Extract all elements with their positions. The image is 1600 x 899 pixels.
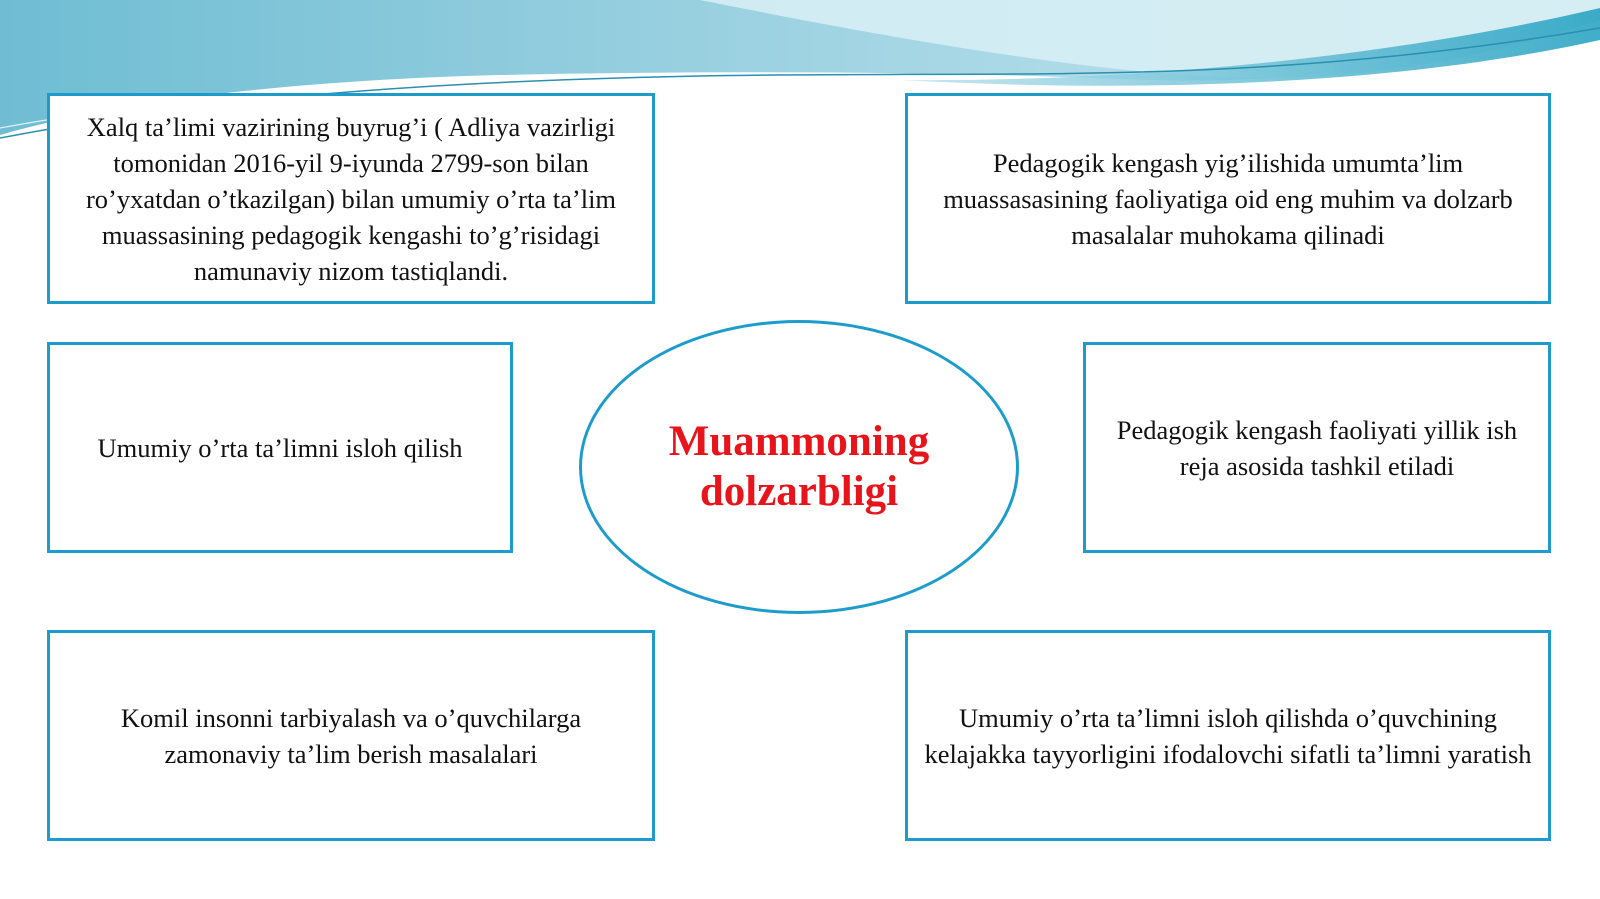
center-ellipse	[579, 320, 1019, 614]
box-bottom-left-text: Komil insonni tarbiyalash va o’quvchilarga zamonaviy ta’lim berish masalalari	[120, 702, 582, 769]
box-middle-left-text: Umumiy o’rta ta’limni isloh qilish	[97, 432, 463, 463]
box-middle-left	[47, 342, 513, 553]
box-top-right-text: Pedagogik kengash yig’ilishida umumta’lim muassasasining faoliyatiga oid eng muhim va dolzarb masalalar muhokama qilinadi	[943, 147, 1513, 250]
box-bottom-left	[47, 630, 655, 841]
box-bottom-right-text: Umumiy o’rta ta’limni isloh qilishda o’quvchining kelajakka tayyorligini ifodalovchi sifatli ta’limni yaratish	[924, 702, 1532, 769]
box-top-left	[47, 93, 655, 304]
box-bottom-right	[905, 630, 1551, 841]
box-top-left-text: Xalq ta’limi vazirining buyrug’i ( Adliya vazirligi tomonidan 2016-yil 9-iyunda 2799-son bilan ro’yxatdan o’tkazilgan) bilan umumiy o’rta ta’lim muassasining pedagogik kengashi to’g’risidagi namunaviy nizom tastiqlandi.	[85, 111, 617, 286]
box-middle-right	[1083, 342, 1551, 553]
center-title: Muammoning dolzarbligi	[668, 418, 930, 515]
box-middle-right-text: Pedagogik kengash faoliyati yillik ish reja asosida tashkil etiladi	[1116, 414, 1518, 481]
box-top-right	[905, 93, 1551, 304]
